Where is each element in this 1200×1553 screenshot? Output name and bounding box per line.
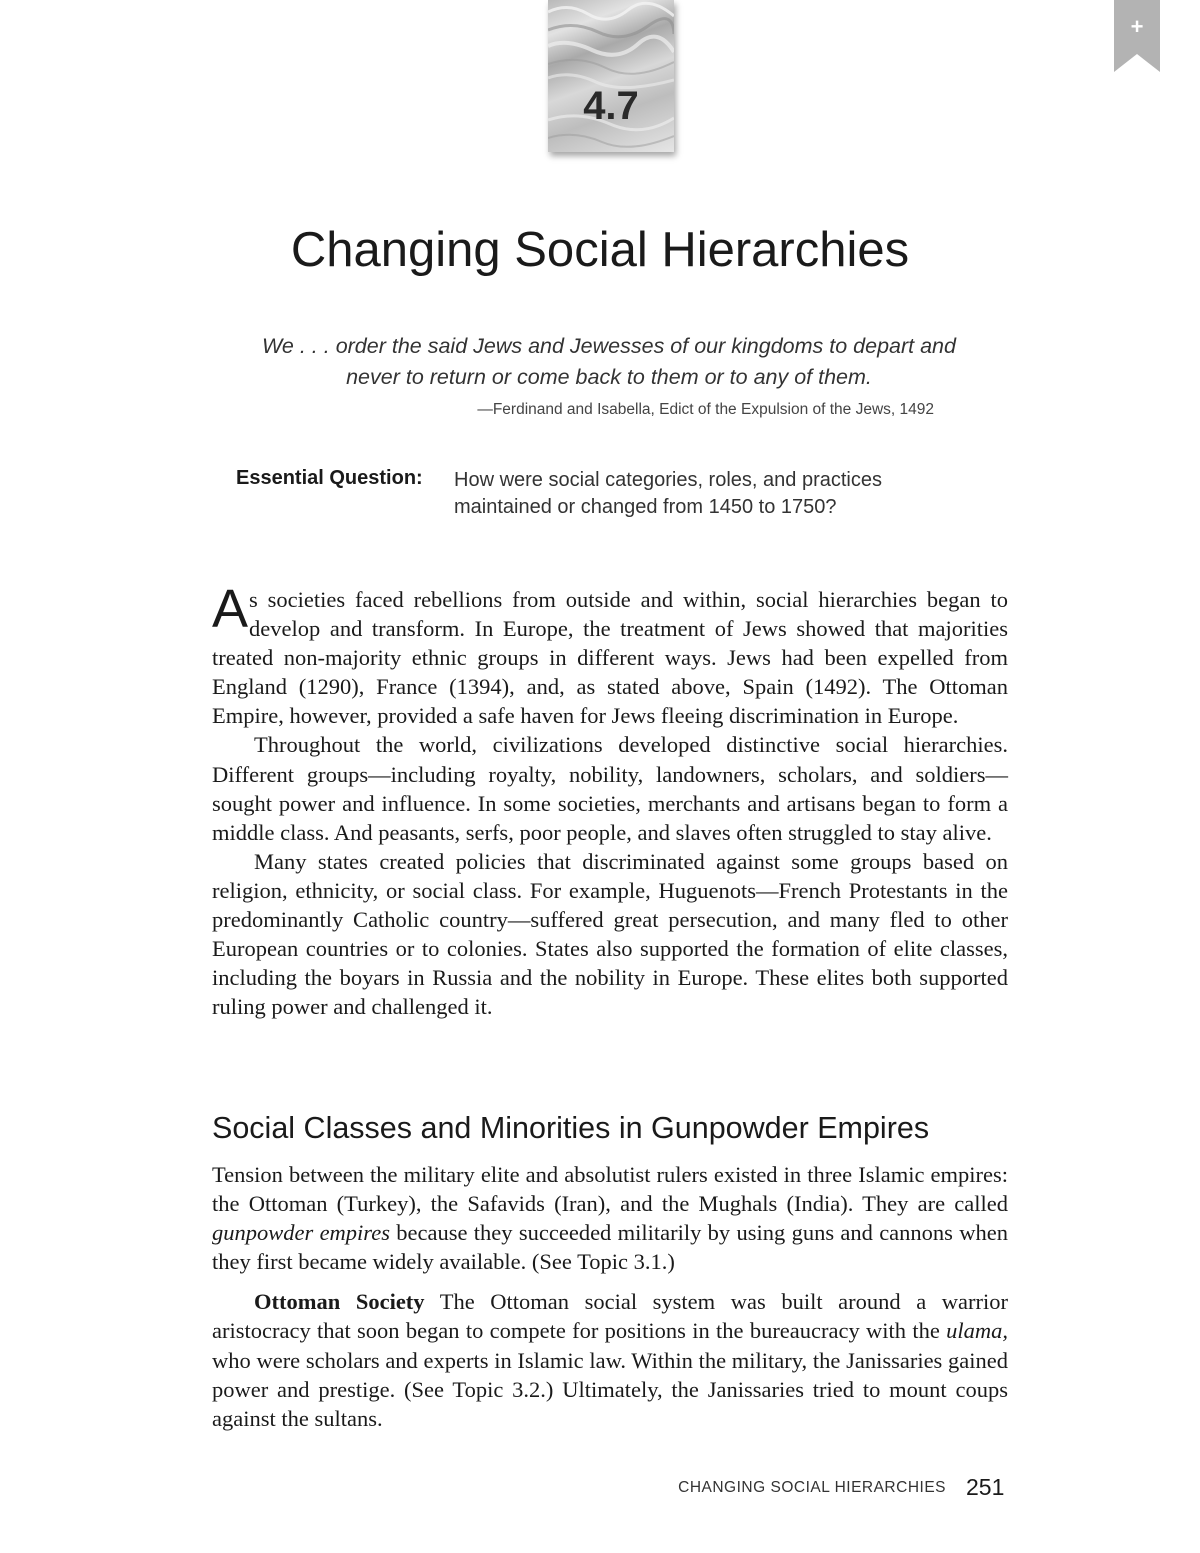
essential-question-text — [454, 467, 974, 521]
paragraph-text: The Ottoman social system was built around a warrior aristocracy that soon began to compete for positions in the bureaucracy with the — [212, 1289, 1008, 1344]
water-texture-image — [548, 0, 674, 152]
essential-question-line: How were social categories, roles, and practices — [454, 469, 882, 491]
drop-cap: A — [212, 579, 249, 639]
paragraph-text: s societies faced rebellions from outside and within, social hierarchies began to develop and transform. In Europe, the treatment of Jews showed that majorities treated non-majority ethnic groups in different ways. Jews had been expelled from England (1290), France (1394), and, as stated above, Spain (1492). The Ottoman Empire, however, provided a safe haven for Jews fleeing discrimination in Europe. — [212, 587, 1008, 729]
body-paragraph: Throughout the world, civilizations developed distinctive social hierarchies. Different groups—including royalty, nobility, landowners, scholars, and soldiers—sought power and influence. In some societies, merchants and artisans began to form a middle class. And peasants, serfs, poor people, and slaves often struggled to stay alive. — [212, 732, 1008, 845]
epigraph-quote — [200, 331, 1018, 393]
page-title: Changing Social Hierarchies — [290, 223, 910, 277]
essential-question-line: maintained or changed from 1450 to 1750? — [454, 496, 837, 518]
key-term: gunpowder empires — [212, 1220, 390, 1246]
epigraph-line: never to return or come back to them or to any of them. — [346, 365, 872, 389]
running-footer: CHANGING SOCIAL HIERARCHIES — [678, 1479, 946, 1496]
essential-question-label: Essential Question: — [236, 467, 423, 489]
section-number: 4.7 — [583, 84, 639, 128]
body-paragraph — [212, 1160, 1008, 1276]
key-term: ulama, — [946, 1318, 1008, 1344]
paragraph-text: who were scholars and experts in Islamic law. Within the military, the Janissaries gained power and prestige. (See Topic 3.2.) Ultimately, the Janissaries tried to mount coups against the sultans. — [212, 1347, 1008, 1431]
body-paragraph — [212, 1287, 1008, 1432]
bookmark-ribbon[interactable] — [1114, 0, 1160, 72]
run-in-heading: Ottoman Society — [254, 1289, 425, 1315]
epigraph-line: We . . . order the said Jews and Jewesses of our kingdoms to depart and — [262, 334, 956, 358]
paragraph-text: Tension between the military elite and absolutist rulers existed in three Islamic empires: the Ottoman (Turkey), the Safavids (Iran), and the Mughals (India). They are called — [212, 1162, 1008, 1217]
plus-icon: + — [1130, 14, 1144, 39]
section-heading: Social Classes and Minorities in Gunpowder Empires — [212, 1111, 930, 1145]
section-body — [212, 1160, 1008, 1433]
body-paragraph — [212, 579, 1008, 730]
epigraph-attribution: —Ferdinand and Isabella, Edict of the Expulsion of the Jews, 1492 — [477, 401, 934, 418]
page-number: 251 — [966, 1474, 1005, 1500]
paragraph-text: because they succeeded militarily by using guns and cannons when they first became widely available. (See Topic 3.1.) — [212, 1220, 1008, 1275]
body-paragraph: Many states created policies that discriminated against some groups based on religion, ethnicity, or social class. For example, Huguenots—French Protestants in the predominantly Catholic country—suffered great persecution, and many fled to other European countries or to colonies. States also supported the formation of elite classes, including the boyars in Russia and the nobility in Europe. These elites both supported ruling power and challenged it. — [212, 848, 1008, 1020]
intro-body — [212, 579, 1008, 1021]
section-number-tab — [548, 0, 674, 152]
